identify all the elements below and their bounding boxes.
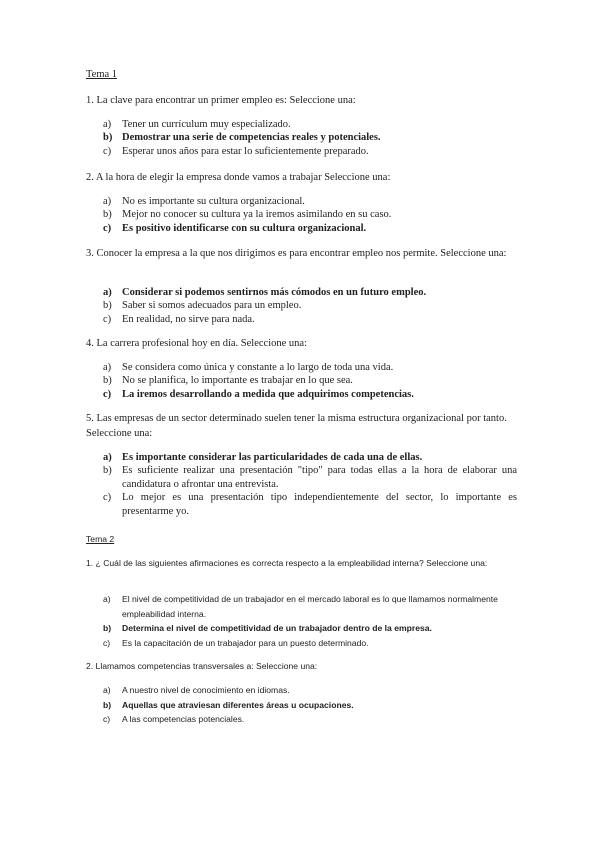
list-item [103,712,517,727]
option-text: Saber si somos adecuados para un empleo. [122,300,302,312]
option-text: No se planifica, lo importante es trabajar en lo que sea. [122,375,353,387]
list-item [103,621,517,636]
option-letter: c) [103,492,112,504]
tema2-q2-options [103,683,517,727]
option-text: Se considera como única y constante a lo largo de toda una vida. [122,362,394,373]
option-text: No es importante su cultura organizacional. [122,196,305,207]
tema1-q4-options [103,361,517,401]
option-letter: a) [103,196,112,207]
option-text: A nuestro nivel de conocimiento en idiomas. [122,685,290,695]
tema1-question-2: 2. A la hora de elegir la empresa donde vamos a trabajar Seleccione una: [86,172,391,183]
list-item [103,683,517,698]
tema1-q3-options [103,286,517,326]
list-item [103,361,517,374]
list-item [103,698,517,713]
option-letter: b) [103,465,112,477]
option-text: Es positivo identificarse con su cultura organizacional. [122,222,367,234]
tema1-title: Tema 1 [86,69,118,80]
option-letter: b) [103,300,112,312]
option-text: Tener un currículum muy especializado. [122,119,291,130]
list-item [103,636,517,651]
option-letter: b) [103,132,113,144]
option-letter: a) [103,119,112,130]
option-text: A las competencias potenciales. [122,714,245,724]
option-letter: b) [103,209,112,221]
list-item [103,374,517,387]
option-letter: c) [103,388,112,400]
tema1-question-5: 5. Las empresas de un sector determinado suelen tener la misma estructura organizacional por tanto. Seleccione una: [86,413,507,439]
list-item [103,451,517,464]
option-letter: a) [103,685,111,695]
tema1-q2-options [103,195,517,235]
option-letter: a) [103,287,112,298]
option-letter: b) [103,623,112,633]
list-item [103,145,517,158]
option-letter: a) [103,362,112,373]
tema2-q1-options [103,592,517,650]
tema1-q5-options [103,451,517,518]
list-item [103,299,517,312]
list-item [103,208,517,221]
list-item [103,131,517,144]
option-text: Es suficiente realizar una presentación "tipo" para todas ellas a la hora de elaborar una candidatura o afrontar una entrevista. [122,465,517,490]
option-letter: a) [103,452,112,463]
list-item [103,313,517,326]
option-text: El nivel de competitividad de un trabajador en el mercado laboral es lo que llamamos normalmente empleabilidad interna. [122,594,498,619]
option-text: Mejor no conocer su cultura ya la iremos asimilando en su caso. [122,209,392,221]
option-text: Esperar unos años para estar lo suficientemente preparado. [122,145,369,157]
tema1-q1-options [103,118,517,158]
option-text: Aquellas que atraviesan diferentes áreas u ocupaciones. [122,699,354,710]
list-item [103,388,517,401]
option-letter: c) [103,222,112,234]
list-item [103,222,517,235]
tema2-question-2: 2. Llamamos competencias transversales a: Seleccione una: [86,661,318,671]
option-text: Es importante considerar las particularidades de cada una de ellas. [122,452,423,463]
option-letter: a) [103,594,111,604]
tema2-title: Tema 2 [86,534,115,544]
option-letter: c) [103,637,111,648]
list-item [103,491,517,518]
tema2-question-1: 1. ¿ Cuál de las siguientes afirmaciones es correcta respecto a la empleabilidad interna? Seleccione una: [86,558,488,568]
list-item [103,286,517,299]
list-item [103,464,517,491]
option-letter: c) [103,145,112,157]
option-letter: b) [103,375,112,387]
option-letter: c) [103,714,111,724]
list-item [103,118,517,131]
option-text: Es la capacitación de un trabajador para un puesto determinado. [122,637,369,648]
tema1-question-4: 4. La carrera profesional hoy en día. Seleccione una: [86,338,307,349]
option-text: La iremos desarrollando a medida que adquirimos competencias. [122,388,414,400]
option-text: Determina el nivel de competitividad de un trabajador dentro de la empresa. [122,623,432,633]
list-item [103,195,517,208]
tema1-question-1: 1. La clave para encontrar un primer empleo es: Seleccione una: [86,95,356,106]
list-item [103,592,517,621]
tema1-question-3: 3. Conocer la empresa a la que nos dirigimos es para encontrar empleo nos permite. Seleccione una: [86,248,507,259]
option-text: Considerar si podemos sentirnos más cómodos en un futuro empleo. [122,287,427,298]
option-letter: b) [103,699,112,710]
option-text: Demostrar una serie de competencias reales y potenciales. [122,132,381,144]
option-letter: c) [103,313,112,325]
option-text: En realidad, no sirve para nada. [122,313,255,325]
option-text: Lo mejor es una presentación tipo independientemente del sector, lo importante es presentarme yo. [122,492,517,517]
